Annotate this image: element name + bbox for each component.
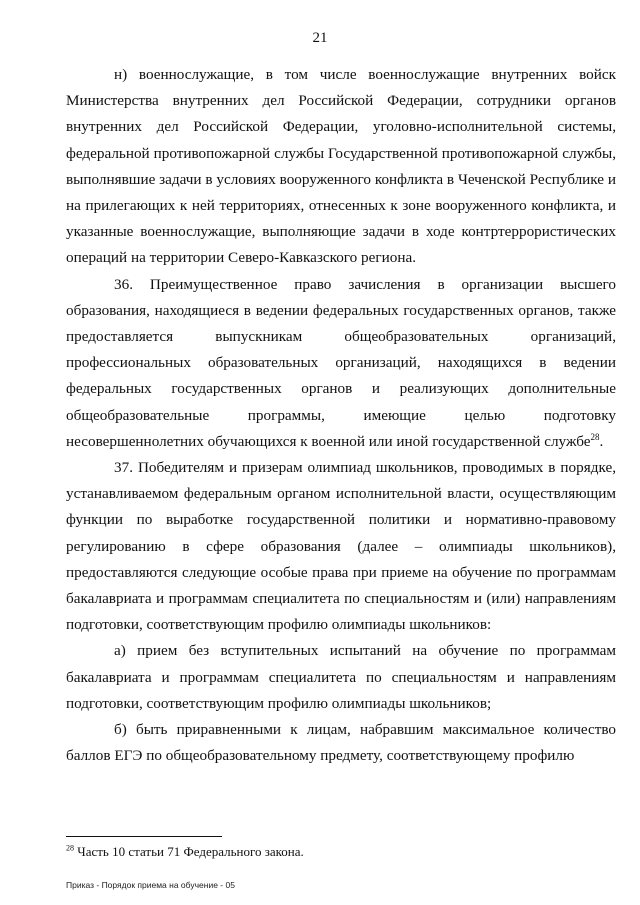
paragraph-36-preferential-right [66,272,616,455]
footnote-number: 28 [66,843,74,853]
paragraph-text: 36. Преимущественное право зачисления в организации высшего образования, находящиеся в ведении федеральных государственных органов, также предоставляется выпускникам общеобразовательных организаций, профессиональных образовательных организаций, находящихся в ведении федеральных государственных органов и реализующих дополнительные общеобразовательные программы, имеющие целью подготовку несовершеннолетних обучающихся к военной или иной государственной службе [66,275,616,450]
body-text [66,62,616,769]
page-number: 21 [312,30,328,46]
footnote [66,844,616,860]
paragraph-tail: . [599,432,604,450]
paragraph-n-servicemen [66,62,616,272]
paragraph-text: 37. Победителям и призерам олимпиад школьников, проводимых в порядке, устанавливаемом федеральным органом исполнительной власти, осуществляющим функции по выработке государственной политики и нормативно-правовому регулированию в сфере образования (далее – олимпиады школьников), предоставляются следующие особые права при приеме на обучение по программам бакалавриата и программам специалитета по специальностям и (или) направлениям подготовки, соответствующим профилю олимпиады школьников: [66,459,616,634]
paragraph-a-admission-without-exams [66,638,616,717]
footnote-separator [66,836,222,837]
footnote-reference[interactable]: 28 [590,431,600,442]
page-footer: Приказ - Порядок приема на обучение - 05 [66,880,235,890]
paragraph-b-max-ege-score [66,717,616,769]
paragraph-text: б) быть приравненными к лицам, набравшим максимальное количество баллов ЕГЭ по общеобразовательному предмету, соответствующему профилю [66,721,616,765]
paragraph-text: а) прием без вступительных испытаний на обучение по программам бакалавриата и программам специалитета по специальностям и направлениям подготовки, соответствующим профилю олимпиады школьников; [66,642,616,712]
paragraph-37-olympiad-winners [66,455,616,638]
paragraph-text: н) военнослужащие, в том числе военнослужащие внутренних войск Министерства внутренних дел Российской Федерации, сотрудники органов внутренних дел Российской Федерации, уголовно-исполнительной системы, федеральной противопожарной службы Государственной противопожарной службы, выполнявшие задачи в условиях вооруженного конфликта в Чеченской Республике и на прилегающих к ней территориях, отнесенных к зоне вооруженного конфликта, и указанные военнослужащие, выполняющие задачи в ходе контртеррористических операций на территории Северо-Кавказского региона. [66,66,616,267]
footnote-text: Часть 10 статьи 71 Федерального закона. [77,844,304,859]
